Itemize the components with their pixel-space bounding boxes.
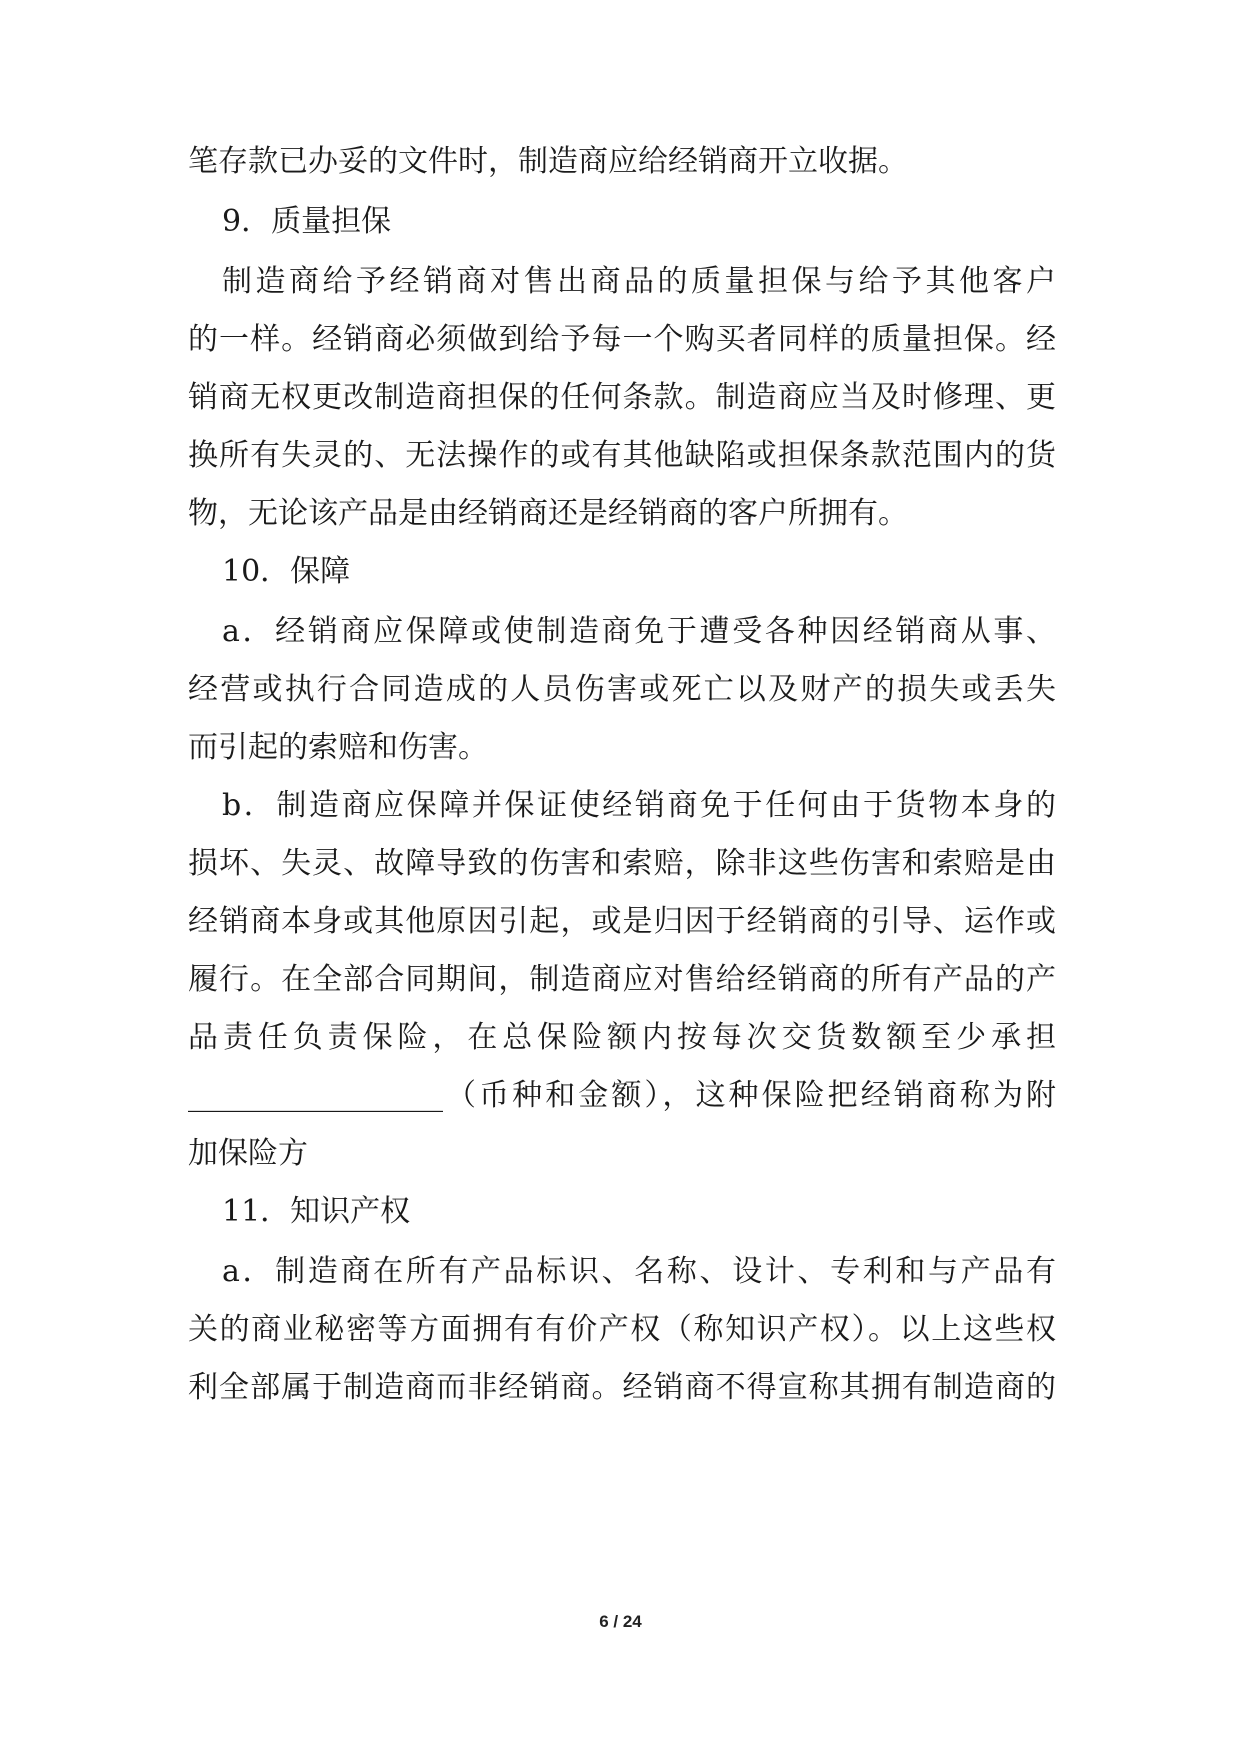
- paragraph-line: 笔存款已办妥的文件时，制造商应给经销商开立收据。: [188, 144, 908, 179]
- paragraph-line: 换所有失灵的、无法操作的或有其他缺陷或担保条款范围内的货: [188, 438, 1056, 473]
- paragraph-line: 的一样。经销商必须做到给予每一个购买者同样的质量担保。经: [188, 322, 1056, 357]
- page-number: 6 / 24: [599, 1612, 642, 1631]
- paragraph-line: 关的商业秘密等方面拥有有价产权（称知识产权）。以上这些权: [188, 1312, 1056, 1347]
- paragraph-line: a．经销商应保障或使制造商免于遭受各种因经销商从事、: [222, 614, 1056, 649]
- paragraph-line: 加保险方: [188, 1136, 308, 1171]
- paragraph-line: 制造商给予经销商对售出商品的质量担保与给予其他客户: [222, 264, 1056, 299]
- paragraph-line: a．制造商在所有产品标识、名称、设计、专利和与产品有: [222, 1254, 1056, 1289]
- paragraph-line: 经销商本身或其他原因引起，或是归因于经销商的引导、运作或: [188, 904, 1056, 939]
- paragraph-line: 而引起的索赔和伤害。: [188, 730, 488, 765]
- paragraph-line: b．制造商应保障并保证使经销商免于任何由于货物本身的: [222, 788, 1056, 823]
- section-heading: 11．知识产权: [222, 1194, 411, 1229]
- paragraph-line: 销商无权更改制造商担保的任何条款。制造商应当及时修理、更: [188, 380, 1056, 415]
- section-heading: 9．质量担保: [222, 204, 392, 239]
- paragraph-line: 履行。在全部合同期间，制造商应对售给经销商的所有产品的产: [188, 962, 1056, 997]
- section-heading: 10．保障: [222, 554, 351, 589]
- paragraph-line: _________________（币种和金额），这种保险把经销商称为附: [188, 1078, 1056, 1113]
- paragraph-line: 利全部属于制造商而非经销商。经销商不得宣称其拥有制造商的: [188, 1370, 1056, 1405]
- paragraph-line: 损坏、失灵、故障导致的伤害和索赔，除非这些伤害和索赔是由: [188, 846, 1056, 881]
- paragraph-line: 经营或执行合同造成的人员伤害或死亡以及财产的损失或丢失: [188, 672, 1056, 707]
- paragraph-line: 品责任负责保险，在总保险额内按每次交货数额至少承担: [188, 1020, 1056, 1055]
- paragraph-line: 物，无论该产品是由经销商还是经销商的客户所拥有。: [188, 496, 908, 531]
